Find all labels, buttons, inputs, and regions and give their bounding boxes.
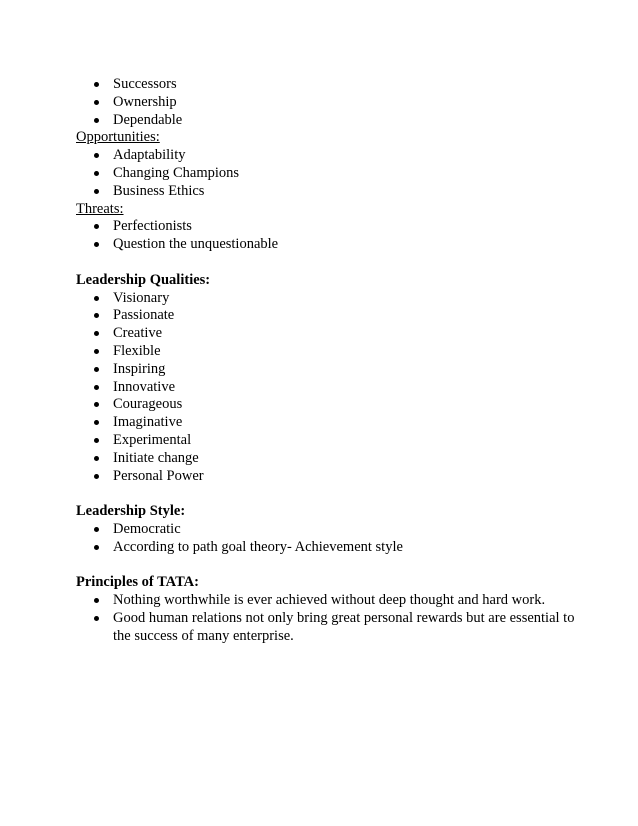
list-item: Changing Champions: [76, 165, 576, 183]
bullet-icon: [94, 224, 99, 229]
bullet-icon: [94, 296, 99, 301]
list-item: Experimental: [76, 432, 576, 450]
list-item: Courageous: [76, 396, 576, 414]
list-item: Initiate change: [76, 450, 576, 468]
bullet-icon: [94, 385, 99, 390]
spacer: [76, 254, 576, 272]
document-page: [76, 76, 576, 646]
swot-strengths-list: [76, 76, 576, 129]
bullet-icon: [94, 349, 99, 354]
list-item: Good human relations not only bring great personal rewards but are essential to the success of many enterprise.: [76, 610, 576, 646]
list-item: Business Ethics: [76, 183, 576, 201]
bullet-icon: [94, 367, 99, 372]
leadership-style-heading: Leadership Style:: [76, 503, 186, 520]
list-item: Creative: [76, 325, 576, 343]
opportunities-heading: Opportunities:: [76, 129, 160, 146]
list-item: Nothing worthwhile is ever achieved without deep thought and hard work.: [76, 592, 576, 610]
bullet-icon: [94, 598, 99, 603]
list-item: Inspiring: [76, 361, 576, 379]
spacer: [76, 557, 576, 575]
bullet-icon: [94, 474, 99, 479]
list-item: Ownership: [76, 94, 576, 112]
list-item: Successors: [76, 76, 576, 94]
bullet-icon: [94, 456, 99, 461]
list-item: Democratic: [76, 521, 576, 539]
leadership-qualities-heading: Leadership Qualities:: [76, 271, 211, 288]
bullet-icon: [94, 545, 99, 550]
principles-heading: Principles of TATA:: [76, 574, 199, 591]
list-item: Personal Power: [76, 468, 576, 486]
bullet-icon: [94, 438, 99, 443]
list-item: Dependable: [76, 112, 576, 130]
leadership-style-list: [76, 521, 576, 557]
list-item: Adaptability: [76, 147, 576, 165]
bullet-icon: [94, 171, 99, 176]
bullet-icon: [94, 402, 99, 407]
list-item: Visionary: [76, 290, 576, 308]
list-item: Imaginative: [76, 414, 576, 432]
list-item: Passionate: [76, 307, 576, 325]
bullet-icon: [94, 82, 99, 87]
bullet-icon: [94, 189, 99, 194]
threats-heading: Threats:: [76, 200, 124, 217]
bullet-icon: [94, 153, 99, 158]
principles-list: [76, 592, 576, 645]
opportunities-list: [76, 147, 576, 200]
bullet-icon: [94, 420, 99, 425]
threats-list: [76, 218, 576, 254]
bullet-icon: [94, 242, 99, 247]
list-item: Question the unquestionable: [76, 236, 576, 254]
bullet-icon: [94, 100, 99, 105]
leadership-qualities-list: [76, 290, 576, 486]
list-item: Flexible: [76, 343, 576, 361]
bullet-icon: [94, 118, 99, 123]
spacer: [76, 485, 576, 503]
bullet-icon: [94, 616, 99, 621]
bullet-icon: [94, 527, 99, 532]
list-item: According to path goal theory- Achievement style: [76, 539, 576, 557]
list-item: Innovative: [76, 379, 576, 397]
bullet-icon: [94, 313, 99, 318]
list-item: Perfectionists: [76, 218, 576, 236]
bullet-icon: [94, 331, 99, 336]
